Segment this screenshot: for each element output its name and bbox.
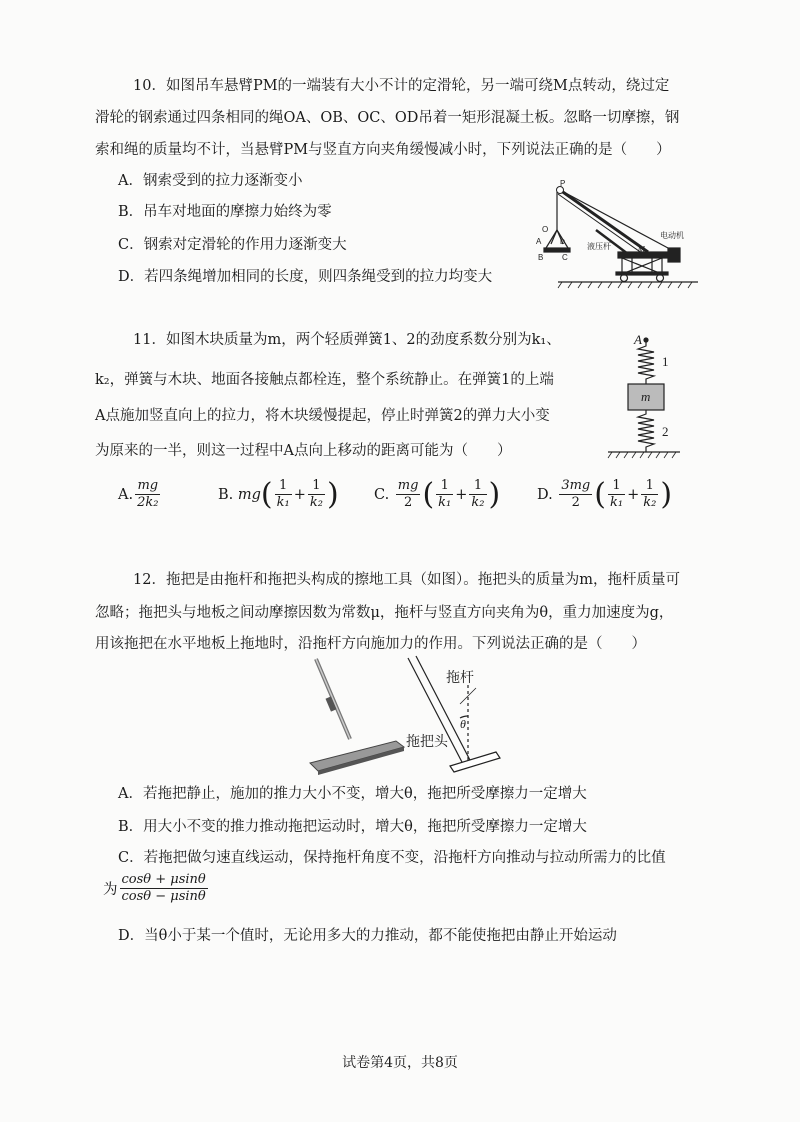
label-p: P — [560, 179, 566, 188]
label-a: A — [536, 237, 542, 246]
block-label-m: m — [641, 389, 651, 404]
q12-option-a: A．若拖把静止，施加的推力大小不变，增大θ，拖把所受摩擦力一定增大 — [118, 786, 587, 802]
q11-line-3: A点施加竖直向上的拉力，将木块缓慢提起，停止时弹簧2的弹力大小变 — [95, 408, 550, 424]
page-footer: 试卷第4页，共8页 — [342, 1055, 458, 1071]
spring-label-a: A — [634, 332, 642, 347]
label-rod: 液压杆 — [587, 242, 611, 251]
q10-option-c: C．钢索对定滑轮的作用力逐渐变大 — [118, 237, 347, 253]
q10-option-a: A．钢索受到的拉力逐渐变小 — [118, 173, 303, 189]
q11-line-4: 为原来的一半，则这一过程中A点向上移动的距离可能为（ ） — [95, 443, 512, 459]
q10-line-1: 10．如图吊车悬臂PM的一端装有大小不计的定滑轮，另一端可绕M点转动，绕过定 — [133, 78, 670, 94]
q11-line-1: 11．如图木块质量为m，两个轻质弹簧1、2的劲度系数分别为k₁、 — [133, 332, 561, 348]
label-mop-rod: 拖杆 — [446, 670, 474, 686]
q10-line-3: 索和绳的质量均不计，当悬臂PM与竖直方向夹角缓慢减小时，下列说法正确的是（ ） — [95, 142, 671, 158]
q11-option-d: D. $\frac{3mg}{2}$ ( $\frac{1}{\text{k₁}}$ + $\frac{1}{\text{k₂}}$ ) — [537, 476, 673, 512]
mop-diagram-figure — [402, 654, 532, 778]
q10-line-2: 滑轮的钢索通过四条相同的绳OA、OB、OC、OD吊着一矩形混凝土板。忽略一切摩擦，钢 — [95, 110, 680, 126]
q10-option-b: B．吊车对地面的摩擦力始终为零 — [118, 204, 332, 220]
label-b: B — [538, 253, 544, 262]
q12-option-d: D．当θ小于某一个值时，无论用多大的力推动，都不能使拖把由静止开始运动 — [118, 928, 617, 944]
q11-option-a: A. $\frac{mg}{\text{2k₂}}$ — [118, 478, 159, 510]
spring-figure — [604, 332, 684, 464]
label-mop-head: 拖把头 — [406, 734, 448, 750]
label-motor: 电动机 — [660, 231, 684, 240]
q11-option-b: B. mg ( $\frac{1}{\text{k₁}}$ + $\frac{1}{\text{k₂}}$ ) — [218, 476, 339, 512]
q12-line-2: 忽略；拖把头与地板之间动摩擦因数为常数μ，拖杆与竖直方向夹角为θ，重力加速度为g， — [95, 605, 674, 621]
label-d: D — [560, 239, 566, 246]
q12-line-3: 用该拖把在水平地板上拖地时，沿拖杆方向施加力的作用。下列说法正确的是（ ） — [95, 636, 646, 652]
q11-option-c: C. $\frac{mg}{2}$ ( $\frac{1}{\text{k₁}}$ + $\frac{1}{\text{k₂}}$ ) — [374, 476, 501, 512]
spring-label-2: 2 — [662, 424, 669, 439]
label-theta: θ — [460, 717, 466, 731]
q12-option-b: B．用大小不变的推力推动拖把运动时，增大θ，拖把所受摩擦力一定增大 — [118, 819, 587, 835]
label-m: M — [638, 245, 645, 254]
q12-option-c-ratio: 为 $\frac{\cos\theta + \mu\sin\theta}{\cos\theta - \mu\sin\theta}$ — [103, 872, 206, 904]
mop-photo-figure — [306, 655, 416, 775]
q12-line-1: 12．拖把是由拖杆和拖把头构成的擦地工具（如图）。拖把头的质量为m，拖杆质量可 — [133, 572, 680, 588]
q11-line-2: k₂，弹簧与木块、地面各接触点都栓连，整个系统静止。在弹簧1的上端 — [95, 372, 554, 388]
q12-option-c: C．若拖把做匀速直线运动，保持拖杆角度不变，沿拖杆方向推动与拉动所需力的比值 — [118, 850, 666, 866]
crane-figure — [528, 178, 702, 290]
label-o: O — [542, 225, 549, 234]
spring-label-1: 1 — [662, 354, 669, 369]
label-c: C — [562, 253, 568, 262]
q10-option-d: D．若四条绳增加相同的长度，则四条绳受到的拉力均变大 — [118, 269, 493, 285]
